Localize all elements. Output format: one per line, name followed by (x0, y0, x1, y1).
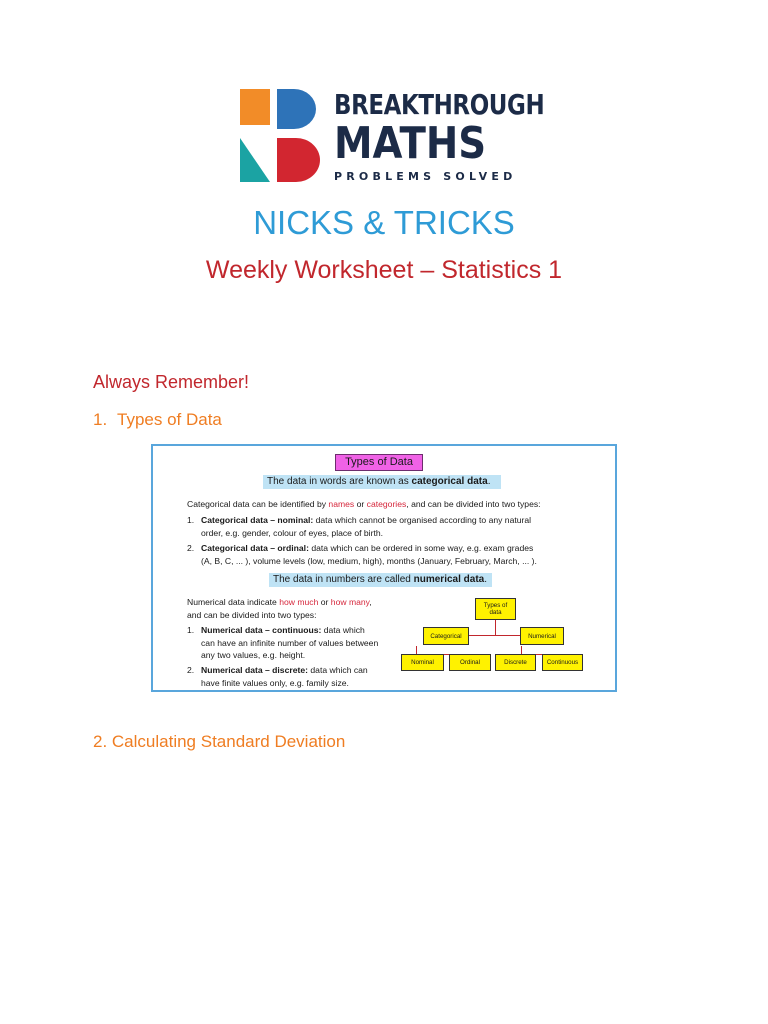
diagram-node-categorical: Categorical (423, 627, 469, 645)
item-text-line2: order, e.g. gender, colour of eyes, place of birth. (201, 527, 384, 538)
figure-title: Types of Data (335, 454, 423, 471)
types-of-data-tree-diagram (399, 596, 589, 676)
band-bold-term: categorical data (411, 476, 488, 487)
breakthrough-maths-logo (240, 86, 545, 186)
intro-text: Categorical data can be identified by (187, 499, 329, 509)
item-number: 1. (187, 625, 195, 635)
logo-tagline: PROBLEMS SOLVED (334, 170, 517, 183)
item-term: Categorical data – ordinal: (201, 543, 309, 553)
item-number: 2. (187, 543, 195, 553)
section-1-label: Types of Data (117, 410, 222, 429)
node-label: data (489, 609, 502, 616)
item-text-line2: have finite values only, e.g. family size. (201, 677, 349, 688)
logo-mark-icon (240, 86, 320, 184)
item-text: data which can be ordered in some way, e.g. exam grades (308, 543, 534, 553)
section-1-number: 1. (93, 410, 108, 429)
categorical-nominal-item (187, 514, 531, 539)
numerical-definition-band (269, 573, 492, 587)
diagram-node-types-of-data (475, 598, 516, 620)
numerical-intro (187, 596, 372, 621)
band-text: The data in words are known as (267, 476, 412, 487)
diagram-node-nominal: Nominal (401, 654, 444, 671)
highlight-categories: categories (366, 499, 407, 509)
always-remember-heading: Always Remember! (93, 372, 250, 392)
item-number: 1. (187, 515, 195, 525)
types-of-data-figure (151, 444, 617, 692)
intro-text: , and can be divided into two types: (406, 499, 541, 509)
section-2-heading: 2. Calculating Standard Deviation (93, 732, 346, 751)
intro-text: or (354, 499, 367, 509)
item-text-line2: can have an infinite number of values between (201, 637, 379, 648)
numerical-discrete-item (187, 664, 368, 689)
intro-text: , (369, 597, 372, 607)
item-term: Categorical data – nominal: (201, 515, 314, 525)
page-title: NICKS & TRICKS (253, 204, 515, 241)
categorical-intro (187, 498, 541, 511)
intro-text-line2: and can be divided into two types: (187, 609, 317, 620)
band-text: The data in numbers are called (273, 574, 414, 585)
highlight-names: names (328, 499, 355, 509)
item-number: 2. (187, 665, 195, 675)
categorical-ordinal-item (187, 542, 537, 567)
logo-wordmark-top: BREAKTHROUGH (334, 88, 545, 121)
highlight-how-much: how much (279, 597, 319, 607)
node-label: Types of (483, 602, 508, 609)
item-text: data which (321, 625, 365, 635)
logo-wordmark-main: MATHS (334, 118, 487, 169)
diagram-node-continuous: Continuous (542, 654, 583, 671)
item-text: data which can (308, 665, 368, 675)
item-text-line2: (A, B, C, ... ), volume levels (low, medium, high), months (January, February, March, ... ). (201, 555, 537, 566)
band-text-end: . (484, 574, 488, 585)
item-term: Numerical data – discrete: (201, 665, 308, 675)
diagram-node-ordinal: Ordinal (449, 654, 491, 671)
diagram-node-discrete: Discrete (495, 654, 536, 671)
diagram-node-numerical: Numerical (520, 627, 564, 645)
numerical-continuous-item (187, 624, 378, 662)
band-text-end: . (487, 476, 491, 487)
section-1-heading (93, 410, 222, 430)
connector-line (495, 620, 496, 635)
highlight-how-many: how many (330, 597, 370, 607)
band-bold-term: numerical data (413, 574, 485, 585)
item-term: Numerical data – continuous: (201, 625, 322, 635)
item-text: data which cannot be organised according to any natural (313, 515, 532, 525)
item-text-line3: any two values, e.g. height. (201, 650, 306, 660)
intro-text: Numerical data indicate (187, 597, 280, 607)
categorical-definition-band (263, 475, 501, 489)
intro-text: or (318, 597, 331, 607)
page-subtitle: Weekly Worksheet – Statistics 1 (205, 256, 563, 284)
